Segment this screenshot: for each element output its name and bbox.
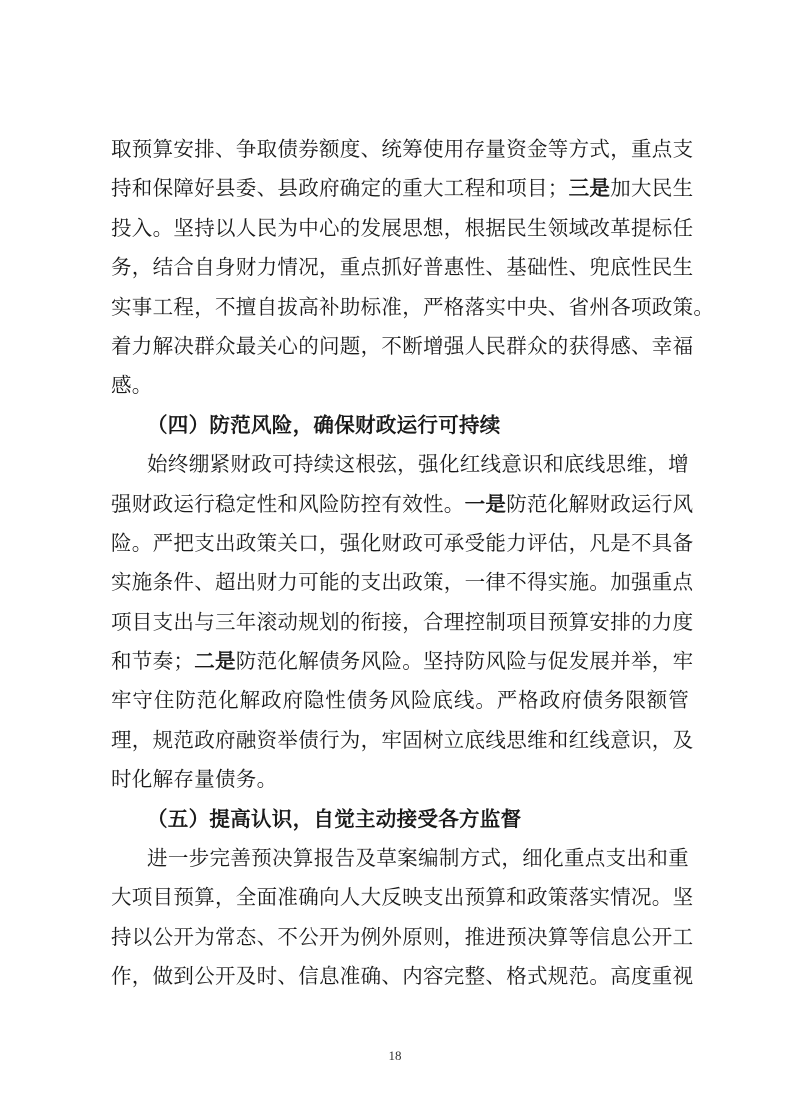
- text-span: 加大民生: [610, 176, 694, 201]
- text-span: 持和保障好县委、县政府确定的重大工程和项目；: [111, 176, 569, 201]
- text-line: 作，做到公开及时、信息准确、内容完整、格式规范。高度重视: [111, 964, 694, 989]
- section-heading-5: （五）提高认识，自觉主动接受各方监督: [147, 806, 522, 831]
- text-line: 进一步完善预决算报告及草案编制方式，细化重点支出和重: [147, 846, 689, 871]
- text-line: 着力解决群众最关心的问题，不断增强人民群众的获得感、幸福: [111, 333, 694, 358]
- paragraph-risk: [111, 445, 694, 800]
- text-line: 取预算安排、争取债券额度、统筹使用存量资金等方式，重点支: [111, 137, 694, 161]
- text-line: 理，规范政府融资举债行为，牢固树立底线思维和红线意识，及: [111, 727, 694, 752]
- text-line: 感。: [111, 373, 153, 398]
- emphasis-label: 二是: [194, 649, 236, 674]
- text-span: 和节奏；: [111, 649, 195, 674]
- paragraph-continuation: [111, 130, 715, 406]
- emphasis-label: 一是: [464, 491, 507, 516]
- text-span: 防范化解财政运行风: [506, 491, 694, 516]
- text-span: 防范化解债务风险。坚持防风险与促发展并举，牢: [235, 649, 694, 674]
- text-line: 牢守住防范化解政府隐性债务风险底线。严格政府债务限额管: [111, 688, 689, 713]
- text-line: 实施条件、超出财力可能的支出政策，一律不得实施。加强重点: [111, 570, 694, 595]
- text-line: [111, 642, 694, 681]
- text-line: 时化解存量债务。: [111, 767, 278, 792]
- text-line: [111, 169, 694, 208]
- document-body: [111, 130, 715, 997]
- emphasis-label: 三是: [568, 176, 611, 201]
- text-line: [111, 485, 694, 524]
- text-line: 大项目预算，全面准确向人大反映支出预算和政策落实情况。坚: [111, 885, 694, 910]
- section-heading-4: （四）防范风险，确保财政运行可持续: [147, 412, 501, 437]
- text-line: 项目支出与三年滚动规划的衔接，合理控制项目预算安排的力度: [111, 609, 694, 634]
- text-span: 强财政运行稳定性和风险防控有效性。: [111, 491, 465, 516]
- paragraph-supervision: [111, 839, 694, 997]
- page-number: 18: [388, 1048, 402, 1063]
- text-line: 持以公开为常态、不公开为例外原则，推进预决算等信息公开工: [111, 924, 694, 949]
- text-line: 投入。坚持以人民为中心的发展思想，根据民生领域改革提标任: [111, 215, 694, 240]
- text-line: 实事工程，不擅自拔高补助标准，严格落实中央、省州各项政策。: [111, 294, 715, 319]
- text-line: 险。严把支出政策关口，强化财政可承受能力评估，凡是不具备: [111, 530, 694, 555]
- text-line: 始终绷紧财政可持续这根弦，强化红线意识和底线思维，增: [147, 452, 689, 477]
- text-line: 务，结合自身财力情况，重点抓好普惠性、基础性、兜底性民生: [111, 255, 694, 280]
